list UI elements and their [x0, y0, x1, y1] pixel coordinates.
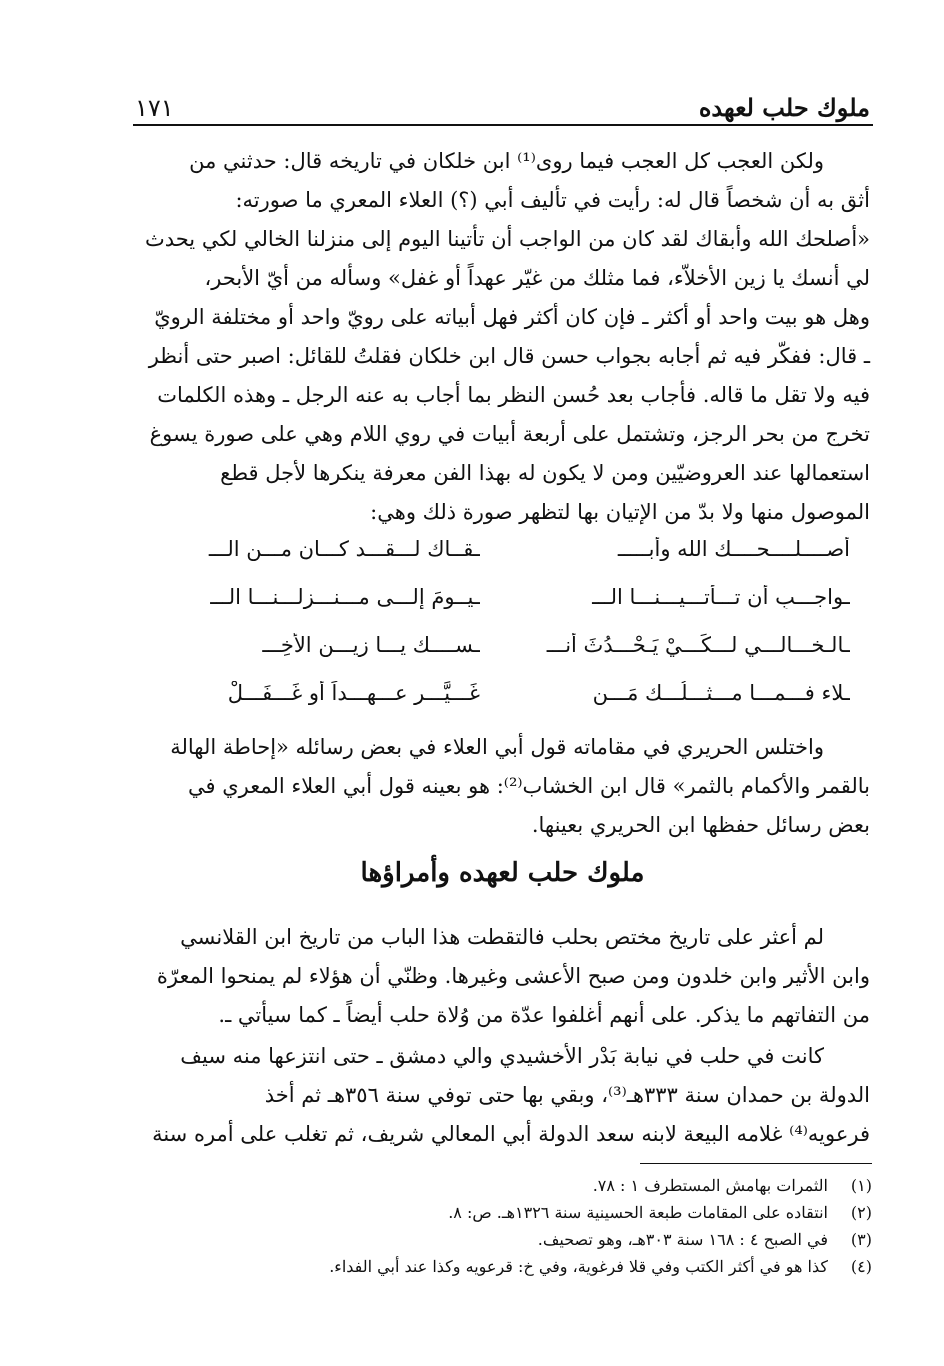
text-line: لي أنسك يا زين الأخلاّء، فما مثلك من غيّر عهداً أو غفل» وسأله من أيّ الأبحر،: [204, 266, 870, 290]
footnote: [160, 1172, 872, 1199]
page-header: [135, 88, 870, 122]
footnote-rule: [640, 1163, 872, 1164]
paragraph-1: [135, 142, 870, 532]
section-heading: ملوك حلب لعهده وأمراؤها: [360, 858, 645, 888]
footnote-number: (١): [850, 1176, 872, 1195]
verse-first-hemistich: ـواجـــبِ أن تـــأتـــيـــنـــا الـــ: [592, 585, 850, 609]
footnote-number: (٢): [850, 1203, 872, 1222]
text-line: ـ قال: ففكّر فيه ثم أجابه بجواب حسن قال ابن خلكان فقلتُ للقائل: اصبر حتى أنظر: [148, 344, 870, 368]
verse-second-hemistich: ـســــك يـــا زيـــن الأخِـــ: [262, 633, 480, 657]
footnote: [160, 1226, 872, 1253]
text-line: «أصلحك الله وأبقاك لقد كان من الواجب أن تأتينا اليوم إلى منزلنا الخالي لكي يحدث: [144, 227, 870, 251]
verse-second-hemistich: غَـــيَّـــر عـــهـــداً أو غَـــفَـــلْ: [227, 681, 480, 705]
text-line: وهل هو بيت واحد أو أكثر ـ فإن كان أكثر فهل أبياته على رويّ واحد أو مختلفة الرويّ: [154, 305, 870, 329]
text-line: ولكن العجب كل العجب فيما روى⁽¹⁾ ابن خلكان في تاريخه قال: حدثني من: [189, 149, 824, 173]
text-line: استعمالها عند العروضيّين ومن لا يكون له بهذا الفن معرفة ينكرها لأجل قطع: [220, 461, 870, 485]
text-line: بعض رسائل حفظها ابن الحريري بعينها.: [531, 813, 870, 837]
text-line: الموصول منها ولا بدّ من الإتيان بها لتظهر صورة ذلك وهي:: [370, 500, 870, 524]
text-line: كانت في حلب في نيابة بَدْر الأخشيدي والي دمشق ـ حتى انتزعها منه سيف: [180, 1044, 824, 1068]
verse-first-hemistich: ـلاء فـــمـــا مـــثـــلُـــك مَـــن: [592, 681, 850, 705]
poem-verses: [150, 525, 850, 717]
footnote-text: الثمرات بهامش المستطرف ١ : ٧٨.: [592, 1176, 828, 1195]
text-line: وابن الأثير وابن خلدون ومن صبح الأعشى وغيرها. وظنّي أن هؤلاء لم يمنحوا المعرّة: [156, 964, 870, 988]
footnote: [160, 1253, 872, 1280]
footnote: [160, 1199, 872, 1226]
paragraph-3: [135, 918, 870, 1035]
text-line: أثق به أن شخصاً قال له: رأيت في تأليف أبي (؟) العلاء المعري ما صورته:: [235, 188, 870, 212]
text-line: فرعويه⁽⁴⁾ غلامه البيعة لابنه سعد الدولة أبي المعالي شريف، ثم تغلب على أمره سنة: [152, 1122, 870, 1146]
footnote-text: انتقاده على المقامات طبعة الحسينية سنة ١٣٢٦هـ. ص: ٨.: [448, 1203, 828, 1222]
running-title: ملوك حلب لعهده: [698, 93, 870, 122]
text-line: من التفاتهم ما يذكر. على أنهم أغلفوا عدّة من وُلاة حلب أيضاً ـ كما سيأتي ـ.: [218, 1003, 870, 1027]
verse-row: [150, 525, 850, 573]
footnote-number: (٤): [850, 1257, 872, 1276]
verse-row: [150, 573, 850, 621]
footnote-text: كذا هو في أكثر الكتب وفي قلا فرغوية، وفي خ: قرعويه وكذا عند أبي الفداء.: [329, 1257, 828, 1276]
header-rule: [133, 124, 873, 126]
text-line: فيه ولا تقل ما قاله. فأجاب بعد حُسن النظر بما أجاب به عنه الرجل ـ وهذه الكلمات: [157, 383, 870, 407]
footnotes: [160, 1172, 872, 1280]
text-line: لم أعثر على تاريخ مختص بحلب فالتقطت هذا الباب من تاريخ ابن القلانسي: [180, 925, 824, 949]
text-line: الدولة بن حمدان سنة ٣٣٣هـ⁽³⁾، وبقي بها حتى توفي سنة ٣٥٦هـ ثم أخذ: [264, 1083, 870, 1107]
verse-first-hemistich: ـالـخـــالـــي لـــكَـــيْ يَـحْـــدُثَ أُنـــ: [546, 633, 850, 657]
verse-row: [150, 669, 850, 717]
verse-second-hemistich: ـقــاك لـــقـــد كـــان مـــن الـــ: [208, 537, 480, 561]
verse-row: [150, 621, 850, 669]
footnote-text: في الصبح ٤ : ١٦٨ سنة ٣٠٣هـ، وهو تصحيف.: [537, 1230, 828, 1249]
paragraph-4: [135, 1037, 870, 1154]
text-line: تخرج من بحر الرجز، وتشتمل على أربعة أبيات في روي اللام وهي على صورة يسوغ: [149, 422, 870, 446]
footnote-number: (٣): [850, 1230, 872, 1249]
verse-first-hemistich: أصــــلــــحــــك الله وأبـــــ: [617, 537, 850, 561]
page-number: ١٧١: [135, 94, 174, 122]
verse-second-hemistich: ـيــومَ إلـــى مـــنـــزلـــنـــا الـــ: [210, 585, 480, 609]
text-line: بالقمر والأكمام بالثمر» قال ابن الخشاب⁽²⁾: هو بعينه قول أبي العلاء المعري في: [187, 774, 870, 798]
text-line: واختلس الحريري في مقاماته قول أبي العلاء في بعض رسائله «إحاطة الهالة: [170, 735, 824, 759]
paragraph-2: [135, 728, 870, 845]
